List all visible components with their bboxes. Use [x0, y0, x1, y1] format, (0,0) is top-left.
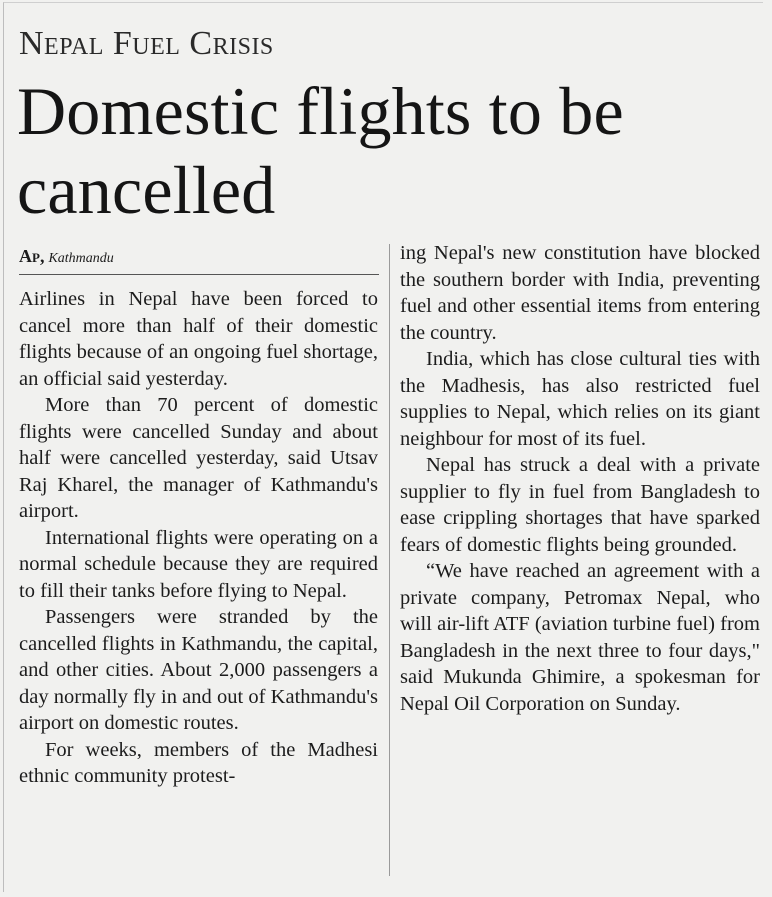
paragraph: Passengers were stranded by the cancelled flights in Kathmandu, the capital, and other cities. About 2,000 passengers a day normally fly in and out of Kathmandu's airport on domestic routes.	[19, 606, 378, 734]
headline: Domestic flights to be cancelled	[17, 73, 624, 228]
byline	[19, 246, 114, 269]
byline-agency: Ap,	[19, 246, 45, 266]
article-column-right	[400, 240, 760, 717]
paragraph: International flights were operating on a normal schedule because they are required to fill their tanks before flying to Nepal.	[19, 526, 378, 602]
paragraph: India, which has close cultural ties with the Madhesis, has also restricted fuel supplies to Nepal, which relies on its giant neighbour for most of its fuel.	[400, 348, 760, 450]
section-kicker: Nepal Fuel Crisis	[19, 25, 274, 62]
paragraph: Nepal has struck a deal with a private supplier to fly in fuel from Bangladesh to ease crippling shortages that have sparked fears of domestic flights being grounded.	[400, 454, 760, 556]
paragraph: ing Nepal's new constitution have blocked the southern border with India, preventing fuel and other essential items from entering the country.	[400, 242, 760, 344]
paragraph: More than 70 percent of domestic flights were cancelled Sunday and about half were cancelled yesterday, said Utsav Raj Kharel, the manager of Kathmandu's airport.	[19, 394, 378, 522]
column-divider	[389, 244, 390, 876]
paragraph: “We have reached an agreement with a private company, Petromax Nepal, who will air-lift ATF (aviation turbine fuel) from Bangladesh in the next three to four days," said Mukunda Ghimire, a spokesman for Nepal Oil Corporation on Sunday.	[400, 560, 760, 715]
paragraph: For weeks, members of the Madhesi ethnic community protest-	[19, 738, 378, 787]
article-column-left	[19, 286, 378, 790]
byline-rule	[19, 274, 379, 275]
byline-dateline: Kathmandu	[48, 251, 114, 266]
paragraph: Airlines in Nepal have been forced to cancel more than half of their domestic flights because of an ongoing fuel shortage, an official said yesterday.	[19, 288, 378, 390]
